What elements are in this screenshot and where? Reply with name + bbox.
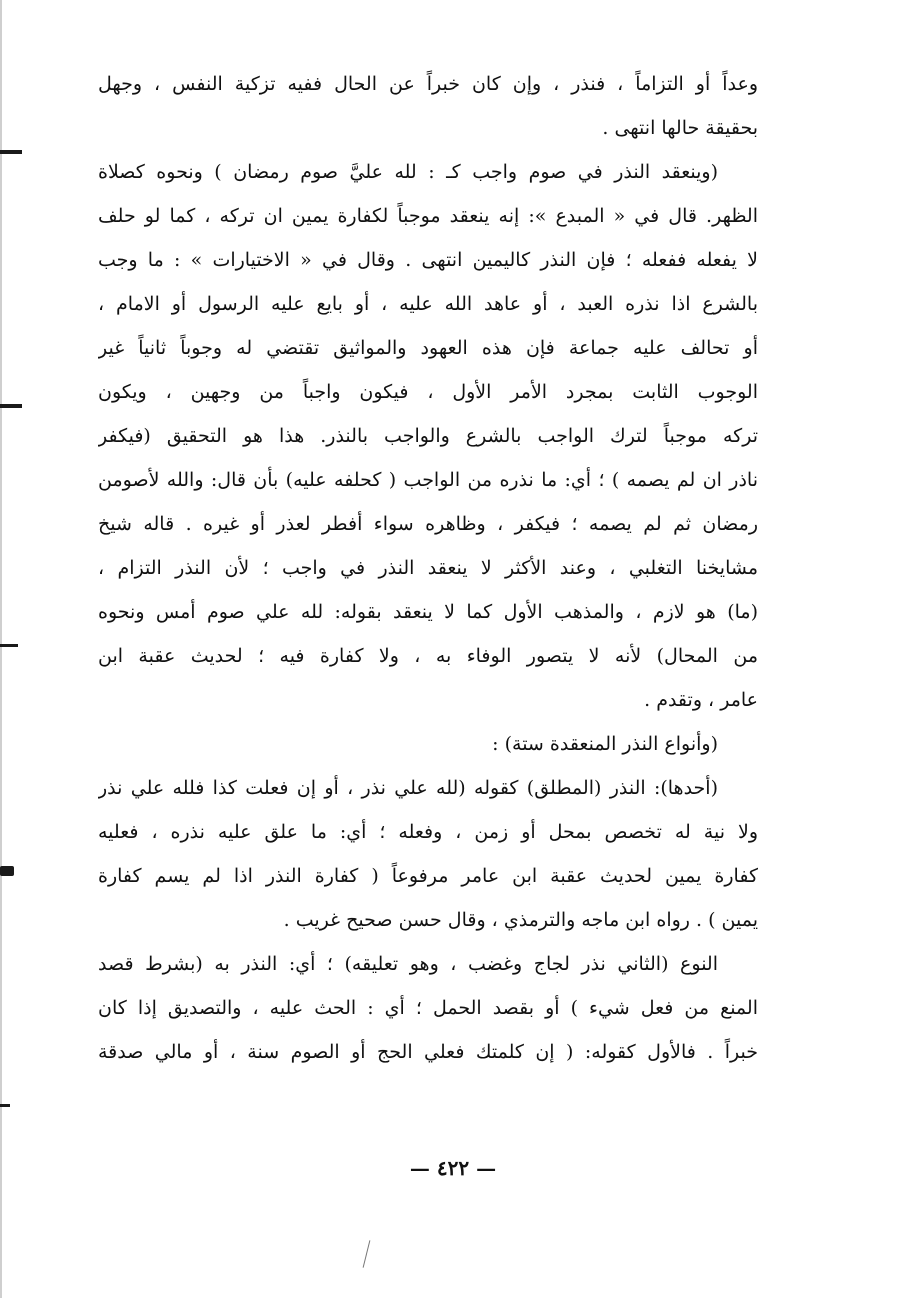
text-line: الظهر. قال في « المبدع »: إنه ينعقد موجباً لكفارة يمين ان تركه ، كما لو حلف [98, 205, 758, 227]
text-line: النوع (الثاني نذر لجاج وغضب ، وهو تعليقه) ؛ أي: النذر به (بشرط قصد [98, 953, 718, 975]
text-line: وعداً أو التزاماً ، فنذر ، وإن كان خبراً عن الحال ففيه تزكية النفس ، وجهل [98, 73, 758, 95]
text-line: الوجوب الثابت بمجرد الأمر الأول ، فيكون واجباً من وجهين ، ويكون [98, 381, 758, 403]
text-line: رمضان ثم لم يصمه ؛ فيكفر ، وظاهره سواء أفطر لعذر أو غيره . قاله شيخ [98, 513, 758, 535]
text-line: (ما) هو لازم ، والمذهب الأول كما لا ينعقد بقوله: لله علي صوم أمس ونحوه [98, 601, 758, 623]
text-line: (وينعقد النذر في صوم واجب كـ : لله عليَّ صوم رمضان ) ونحوه كصلاة [98, 161, 718, 183]
text-line: كفارة يمين لحديث عقبة ابن عامر مرفوعاً ( كفارة النذر اذا لم يسم كفارة [98, 865, 758, 887]
text-line: (أحدها): النذر (المطلق) كقوله (لله علي نذر ، أو إن فعلت كذا فلله علي نذر [98, 777, 718, 799]
text-line: لا يفعله ففعله ؛ فإن النذر كاليمين انتهى . وقال في « الاختيارات » : ما وجب [98, 249, 758, 271]
text-line: ناذر ان لم يصمه ) ؛ أي: ما نذره من الواجب ( كحلفه عليه) بأن قال: والله لأصومن [98, 469, 758, 491]
text-line: خبراً . فالأول كقوله: ( إن كلمتك فعلي الحج أو الصوم سنة ، أو مالي صدقة [98, 1041, 758, 1063]
text-line: ولا نية له تخصص بمحل أو زمن ، وفعله ؛ أي: ما علق عليه نذره ، فعليه [98, 821, 758, 843]
text-line: يمين ) . رواه ابن ماجه والترمذي ، وقال حسن صحيح غريب . [283, 909, 758, 931]
margin-mark [0, 404, 22, 408]
text-line: بالشرع اذا نذره العبد ، أو عاهد الله عليه ، أو بايع عليه الرسول أو الامام ، [98, 293, 758, 315]
margin-mark [0, 150, 22, 154]
pencil-mark [363, 1240, 371, 1267]
margin-mark [0, 644, 18, 647]
section-heading: (وأنواع النذر المنعقدة ستة) : [492, 733, 718, 755]
margin-mark [0, 866, 14, 876]
text-line: تركه موجباً لترك الواجب بالشرع والواجب بالنذر. هذا هو التحقيق (فيكفر [98, 425, 758, 447]
text-line: مشايخنا التغلبي ، وعند الأكثر لا ينعقد النذر في واجب ؛ لأن النذر التزام ، [98, 557, 758, 579]
body-text [98, 62, 758, 1074]
page-number: — ٤٢٢ — [409, 1156, 497, 1180]
margin-mark [0, 1104, 10, 1107]
text-line: المنع من فعل شيء ) أو بقصد الحمل ؛ أي : الحث عليه ، والتصديق إذا كان [98, 997, 758, 1019]
text-line: أو تحالف عليه جماعة فإن هذه العهود والمواثيق تقتضي له وجوباً ثانياً غير [98, 337, 758, 359]
text-line: بحقيقة حالها انتهى . [602, 117, 758, 139]
text-line: عامر ، وتقدم . [644, 689, 758, 711]
text-line: من المحال) لأنه لا يتصور الوفاء به ، ولا كفارة فيه ؛ لحديث عقبة ابن [98, 645, 758, 667]
